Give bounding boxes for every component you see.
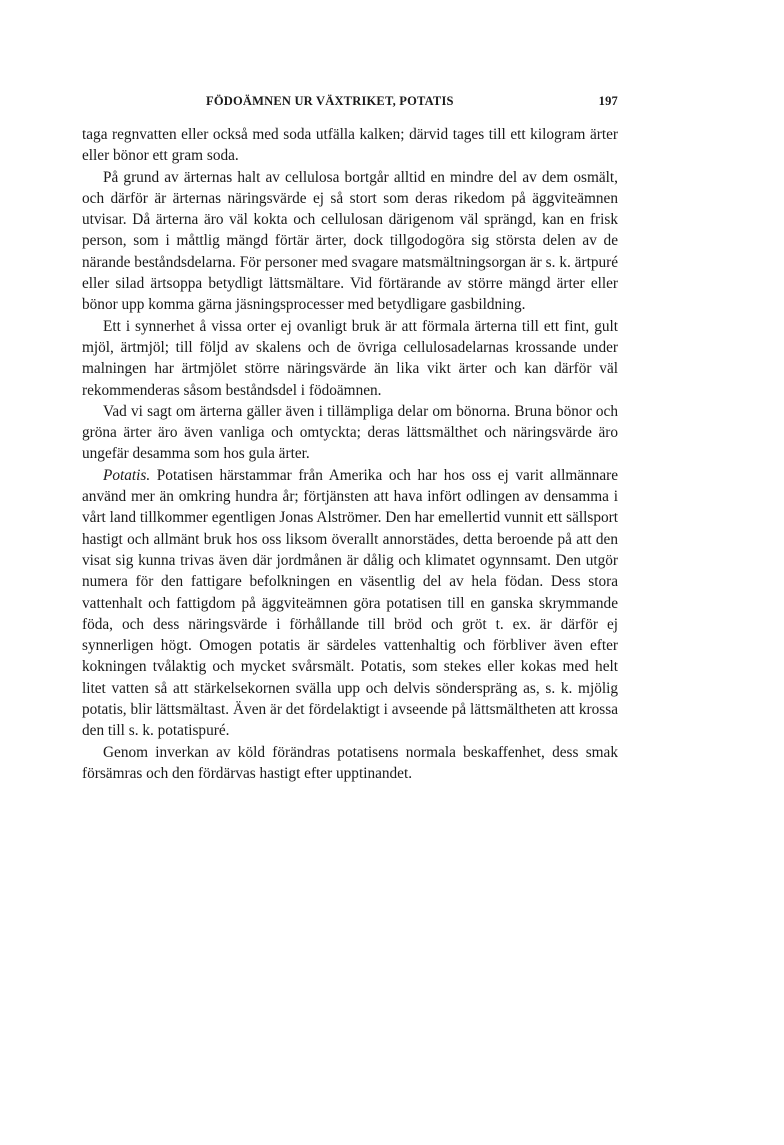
paragraph-potatis: [82, 465, 618, 742]
paragraph-potatis-text: Potatisen härstammar från Amerika och har hos oss ej varit allmännare använd mer än omkring hundra år; förtjänsten att hava infört odlingen av densamma i vårt land tillkommer egentligen Jonas Alströmer. Den har emellertid vunnit ett sällsport hastigt och allmänt bruk hos oss liksom överallt annorstädes, detta beroende på att den visat sig kunna trivas även där jordmånen är dålig och klimatet ogynnsamt. Den utgör numera för den fattigare befolkningen en väsentlig del av hela födan. Dess stora vattenhalt och fattigdom på äggviteämnen göra potatisen till en ganska skrymmande föda, och dess näringsvärde i förhållande till bröd och gröt t. ex. är därför ej synnerligen högt. Omogen potatis är särdeles vattenhaltig och förbliver även efter kokningen tvålaktig och mycket svårsmält. Potatis, som stekes eller kokas med helt litet vatten så att stärkelsekornen svälla upp och delvis sönderspräng as, s. k. mjölig potatis, blir lättsmältast. Även är det fördelaktigt i avseende på lättsmältheten att krossa den till s. k. potatispuré.: [82, 466, 618, 740]
section-lead-potatis: Potatis.: [103, 466, 151, 484]
book-page: [82, 92, 618, 784]
body-text: [82, 124, 618, 784]
paragraph-bonor: Vad vi sagt om ärterna gäller även i tillämpliga delar om bönorna. Bruna bönor och gröna ärter äro även vanliga och omtyckta; deras lättsmälthet och näringsvärde äro ungefär desamma som hos gula ärter.: [82, 402, 618, 463]
paragraph-continuation: taga regnvatten eller också med soda utfälla kalken; därvid tages till ett kilogram ärter eller bönor ett gram soda.: [82, 126, 618, 165]
running-title: FÖDOÄMNEN UR VÄXTRIKET, POTATIS: [206, 94, 454, 108]
running-head: [82, 92, 618, 114]
page-number: 197: [598, 94, 618, 108]
paragraph-artmjol: Ett i synnerhet å vissa orter ej ovanligt bruk är att förmala ärterna till ett fint, gult mjöl, ärtmjöl; till följd av skalens och de övriga cellulosadelarnas krossande under malningen har ärtmjölet större näringsvärde än lika vikt ärter och kan därför väl rekommenderas såsom beståndsdel i födoämnen.: [82, 317, 618, 399]
paragraph-kold: Genom inverkan av köld förändras potatisens normala beskaffenhet, dess smak försämras och den fördärvas hastigt efter upptinandet.: [82, 743, 618, 782]
paragraph-cellulosa: På grund av ärternas halt av cellulosa bortgår alltid en mindre del av dem osmält, och därför är ärternas näringsvärde ej så stort som deras rikedom på äggviteämnen utvisar. Då ärterna äro väl kokta och cellulosan därigenom väl sprängd, kan en frisk person, som i måttlig mängd förtär ärter, dock tillgodogöra sig största delen av de närande beståndsdelarna. För personer med svagare matsmältningsorgan är s. k. ärtpuré eller silad ärtsoppa betydligt lättsmältare. Vid förtärande av större mängd ärter eller bönor upp komma gärna jäsningsprocesser med betydligare gasbildning.: [82, 168, 618, 314]
